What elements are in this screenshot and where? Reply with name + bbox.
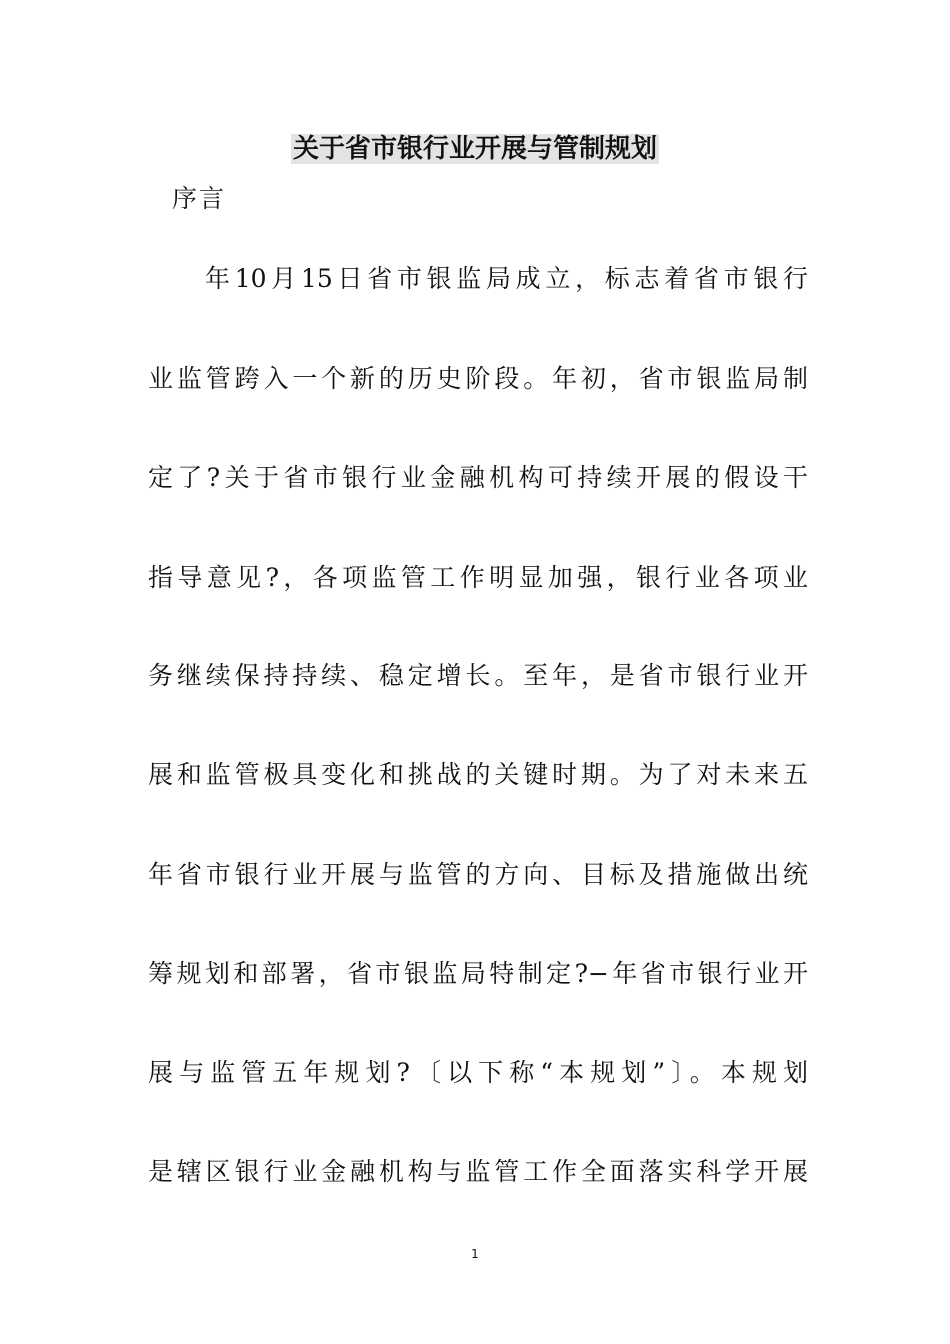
body-line-7: 年省市银行业开展与监管的方向、目标及措施做出统 — [148, 860, 808, 889]
body-line-5: 务继续保持持续、稳定增长。至年，是省市银行业开 — [148, 661, 808, 690]
body-line-3: 定了?关于省市银行业金融机构可持续开展的假设干 — [148, 463, 808, 492]
preface-heading: 序言 — [172, 184, 227, 213]
body-line-9: 展与监管五年规划?〔以下称“本规划”〕。本规划 — [148, 1058, 808, 1087]
body-line-2: 业监管跨入一个新的历史阶段。年初，省市银监局制 — [148, 364, 808, 393]
body-line-6: 展和监管极具变化和挑战的关键时期。为了对未来五 — [148, 760, 808, 789]
document-title — [0, 132, 950, 166]
page-number: 1 — [471, 1247, 479, 1261]
document-title-text: 关于省市银行业开展与管制规划 — [292, 134, 657, 164]
body-line-1: 年10月15日省市银监局成立，标志着省市银行 — [205, 264, 808, 293]
body-line-10: 是辖区银行业金融机构与监管工作全面落实科学开展 — [148, 1157, 808, 1186]
body-line-8: 筹规划和部署，省市银监局特制定?−年省市银行业开 — [148, 959, 808, 988]
body-line-4: 指导意见?，各项监管工作明显加强，银行业各项业 — [148, 563, 808, 592]
